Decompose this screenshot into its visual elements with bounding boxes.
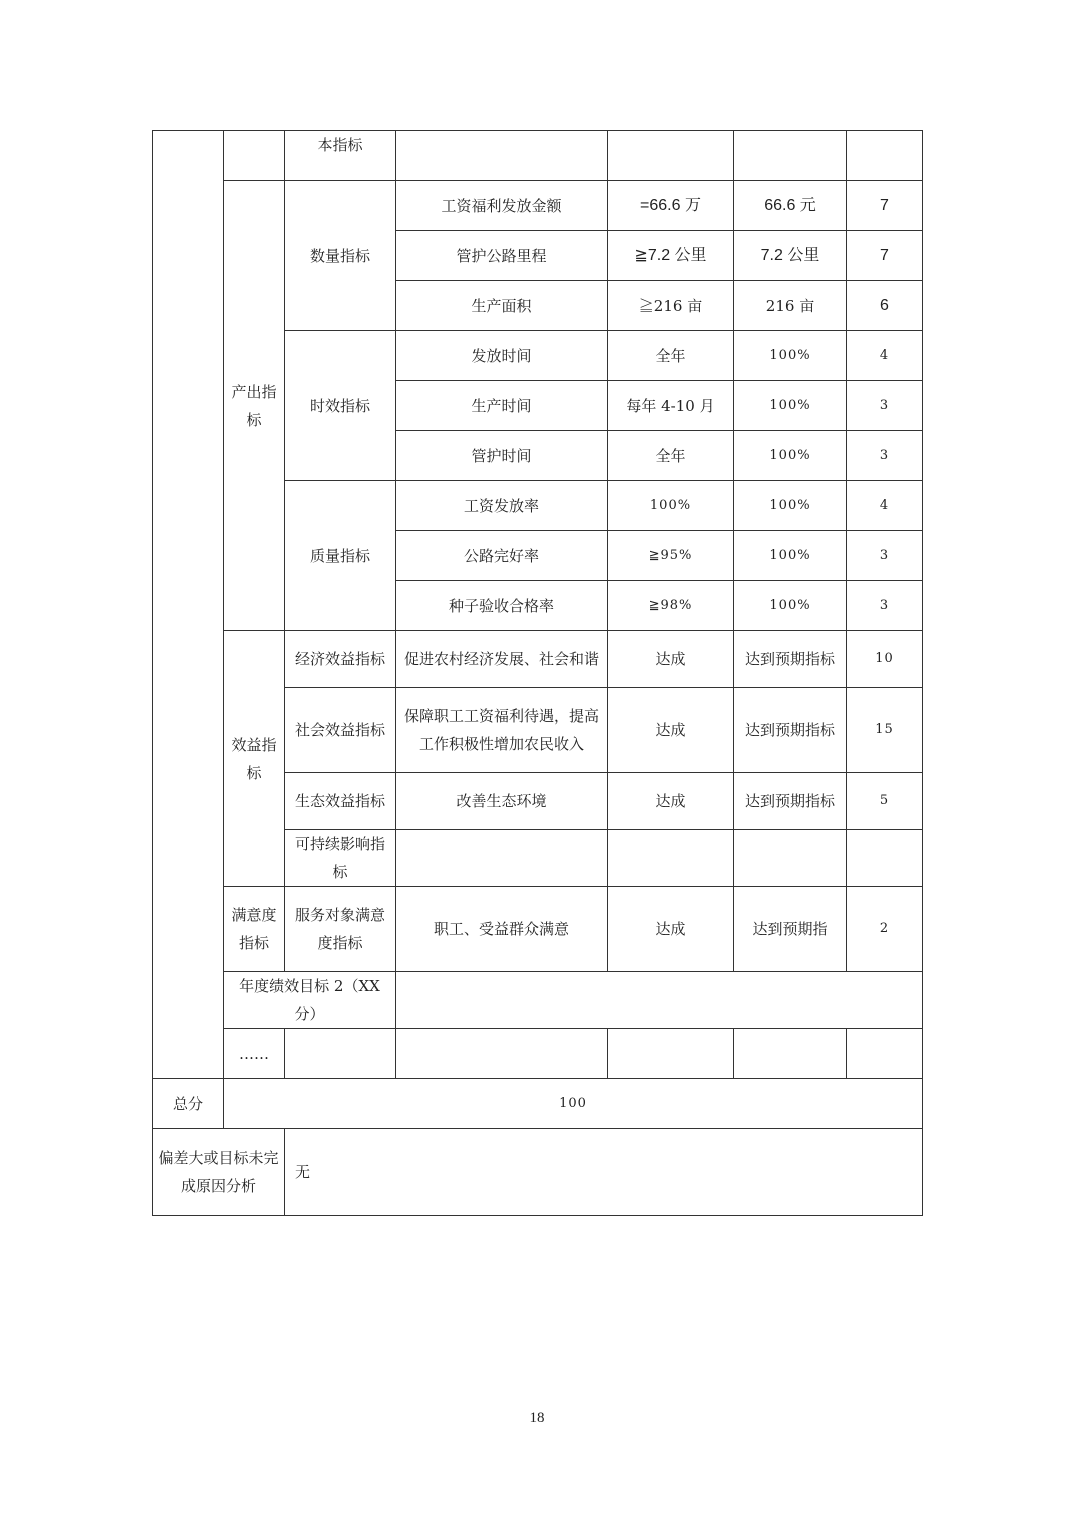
indicator-score: 6 [847,281,923,331]
indicator-score: 3 [847,431,923,481]
indicator-target: 全年 [608,331,734,381]
indicator-actual [734,830,847,887]
indicator-name: 促进农村经济发展、社会和谐 [396,631,608,688]
indicator-name: 改善生态环境 [396,773,608,830]
indicator-score: 5 [847,773,923,830]
indicator-name: 管护时间 [396,431,608,481]
indicator-target: 全年 [608,431,734,481]
indicator-target: =66.6 万 [608,181,734,231]
quality-indicator-label: 质量指标 [285,481,396,631]
first-column-blank [153,131,224,1079]
indicator-target: 达成 [608,887,734,972]
indicator-score: 10 [847,631,923,688]
page-number: 18 [529,1410,545,1426]
benefit-category: 社会效益指标 [285,688,396,773]
deviation-analysis-label: 偏差大或目标未完成原因分析 [153,1129,285,1216]
benefit-category: 生态效益指标 [285,773,396,830]
indicator-name: 工资福利发放金额 [396,181,608,231]
annual-goal-2-label: 年度绩效目标 2（XX 分） [224,972,396,1029]
indicator-target: ≧7.2 公里 [608,231,734,281]
indicator-name: 发放时间 [396,331,608,381]
indicator-actual: 100% [734,381,847,431]
benefit-category: 可持续影响指标 [285,830,396,887]
satisfaction-category: 服务对象满意度指标 [285,887,396,972]
indicator-actual: 100% [734,481,847,531]
performance-table [152,130,923,1216]
indicator-score: 3 [847,381,923,431]
indicator-score: 7 [847,231,923,281]
indicator-actual: 100% [734,581,847,631]
indicator-target: ≧216 亩 [608,281,734,331]
benefit-category: 经济效益指标 [285,631,396,688]
indicator-name: 公路完好率 [396,531,608,581]
benefit-indicator-label: 效益指标 [224,631,285,887]
indicator-score: 3 [847,531,923,581]
indicator-name: 管护公路里程 [396,231,608,281]
category-label: 本指标 [285,131,396,181]
indicator-name: 职工、受益群众满意 [396,887,608,972]
indicator-score: 7 [847,181,923,231]
indicator-target: ≧95% [608,531,734,581]
indicator-name: 工资发放率 [396,481,608,531]
indicator-score [847,830,923,887]
indicator-target: 达成 [608,631,734,688]
total-score: 100 [224,1079,923,1129]
indicator-target: 每年 4-10 月 [608,381,734,431]
indicator-name [396,830,608,887]
indicator-target: 达成 [608,773,734,830]
indicator-actual: 100% [734,331,847,381]
indicator-actual: 66.6 元 [734,181,847,231]
indicator-name: 生产时间 [396,381,608,431]
indicator-actual: 100% [734,431,847,481]
indicator-target: 达成 [608,688,734,773]
ellipsis-cell: …… [224,1029,285,1079]
indicator-name: 种子验收合格率 [396,581,608,631]
indicator-actual: 100% [734,531,847,581]
indicator-actual: 达到预期指标 [734,773,847,830]
indicator-actual: 216 亩 [734,281,847,331]
indicator-actual: 7.2 公里 [734,231,847,281]
timeliness-indicator-label: 时效指标 [285,331,396,481]
indicator-target: ≧98% [608,581,734,631]
indicator-score: 4 [847,481,923,531]
satisfaction-indicator-label: 满意度指标 [224,887,285,972]
indicator-actual: 达到预期指 [734,887,847,972]
indicator-name: 生产面积 [396,281,608,331]
total-label: 总分 [153,1079,224,1129]
blank-cell [224,131,285,181]
indicator-score: 15 [847,688,923,773]
indicator-score: 4 [847,331,923,381]
indicator-name: 保障职工工资福利待遇，提高工作积极性增加农民收入 [396,688,608,773]
indicator-score: 2 [847,887,923,972]
indicator-actual: 达到预期指标 [734,688,847,773]
indicator-target: 100% [608,481,734,531]
indicator-target [608,830,734,887]
indicator-actual: 达到预期指标 [734,631,847,688]
deviation-analysis-value: 无 [285,1129,923,1216]
quantity-indicator-label: 数量指标 [285,181,396,331]
output-indicator-label: 产出指标 [224,181,285,631]
indicator-score: 3 [847,581,923,631]
